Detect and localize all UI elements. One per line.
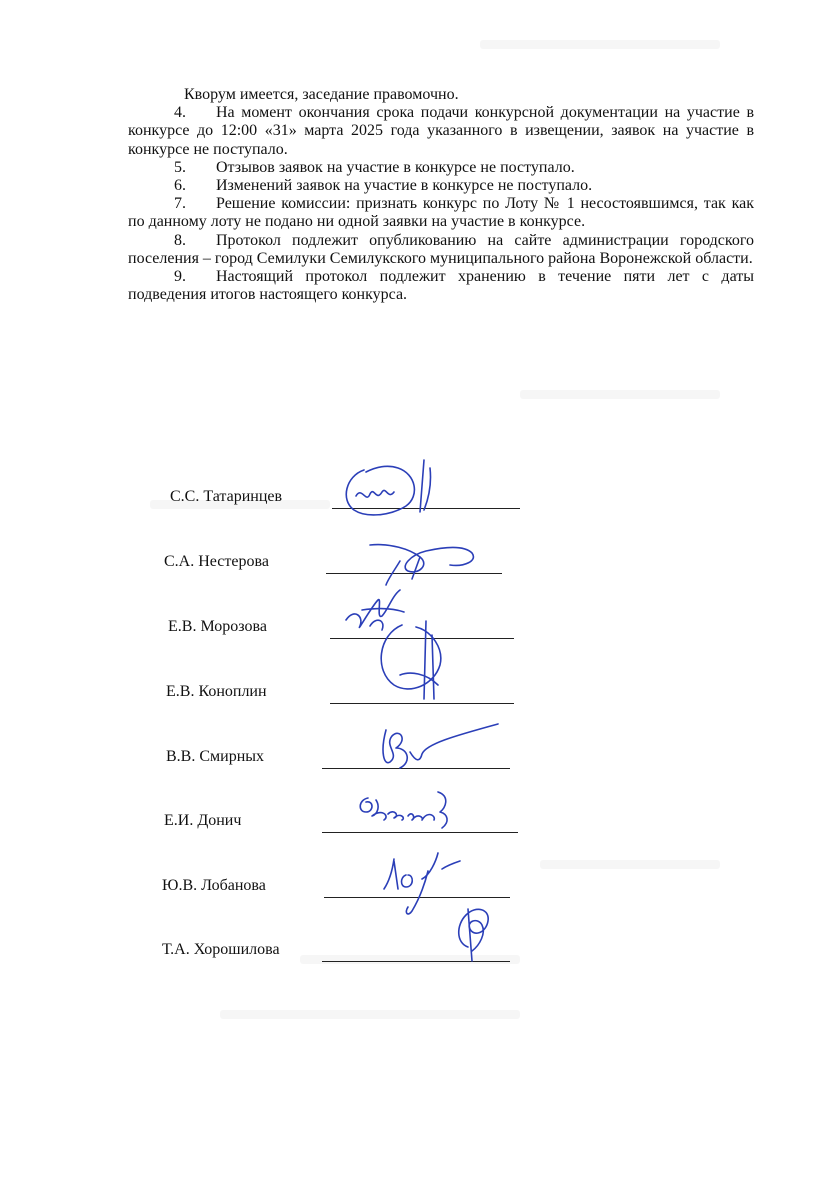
signatory-name: В.В. Смирных xyxy=(166,748,265,765)
signature-row xyxy=(0,927,833,967)
signature-row xyxy=(0,863,833,903)
paragraph-number: 5. xyxy=(174,158,186,176)
paragraph-7: 7. Решение комиссии: признать конкурс по Лоту № 1 несостоявшимся, так как по данному лоту не подано ни одной заявки на участие в конкурсе. xyxy=(128,195,754,231)
paragraph-number: 9. xyxy=(174,268,186,286)
handwritten-signature xyxy=(354,788,464,838)
paragraph-9: 9. Настоящий протокол подлежит хранению в течение пяти лет с даты подведения итогов настоящего конкурса. xyxy=(128,268,754,304)
scan-bleed-through xyxy=(220,1010,520,1019)
signatory-name: Е.И. Донич xyxy=(164,812,242,829)
handwritten-signature xyxy=(450,903,500,963)
signatory-name: Е.В. Коноплин xyxy=(166,683,267,700)
handwritten-signature xyxy=(360,531,490,591)
paragraph-8: 8. Протокол подлежит опубликованию на сайте администрации городского поселения – город Семилуки Семилукского муниципального района Воронежской области. xyxy=(128,231,754,267)
signature-row xyxy=(0,798,833,838)
quorum-paragraph: Кворум имеется, заседание правомочно. xyxy=(184,86,459,103)
signatory-name: Ю.В. Лобанова xyxy=(162,877,266,894)
handwritten-signature xyxy=(370,615,470,705)
paragraph-number: 6. xyxy=(174,177,186,195)
signature-row xyxy=(0,474,833,514)
handwritten-signature xyxy=(336,456,446,526)
signature-row xyxy=(0,734,833,774)
paragraph-5: 5. Отзывов заявок на участие в конкурсе не поступало. xyxy=(174,158,575,176)
paragraph-6: 6. Изменений заявок на участие в конкурсе не поступало. xyxy=(174,177,593,195)
protocol-text xyxy=(128,86,754,304)
signature-row xyxy=(0,669,833,709)
signatory-name: Е.В. Морозова xyxy=(168,618,267,635)
paragraph-number: 8. xyxy=(174,231,186,249)
paragraph-4: 4. На момент окончания срока подачи конкурсной документации на участие в конкурсе до 12:00 «31» марта 2025 года указанного в извещении, заявок на участие в конкурсе не поступало. xyxy=(128,104,754,158)
signatory-name: С.А. Нестерова xyxy=(164,553,269,570)
signatory-name: С.С. Татаринцев xyxy=(170,488,283,505)
scan-bleed-through xyxy=(520,390,720,399)
signature-row xyxy=(0,539,833,579)
scan-bleed-through xyxy=(480,40,720,49)
handwritten-signature xyxy=(374,722,514,782)
paragraph-number: 4. xyxy=(174,104,186,122)
signatory-name: Т.А. Хорошилова xyxy=(162,941,280,958)
paragraph-number: 7. xyxy=(174,195,186,213)
